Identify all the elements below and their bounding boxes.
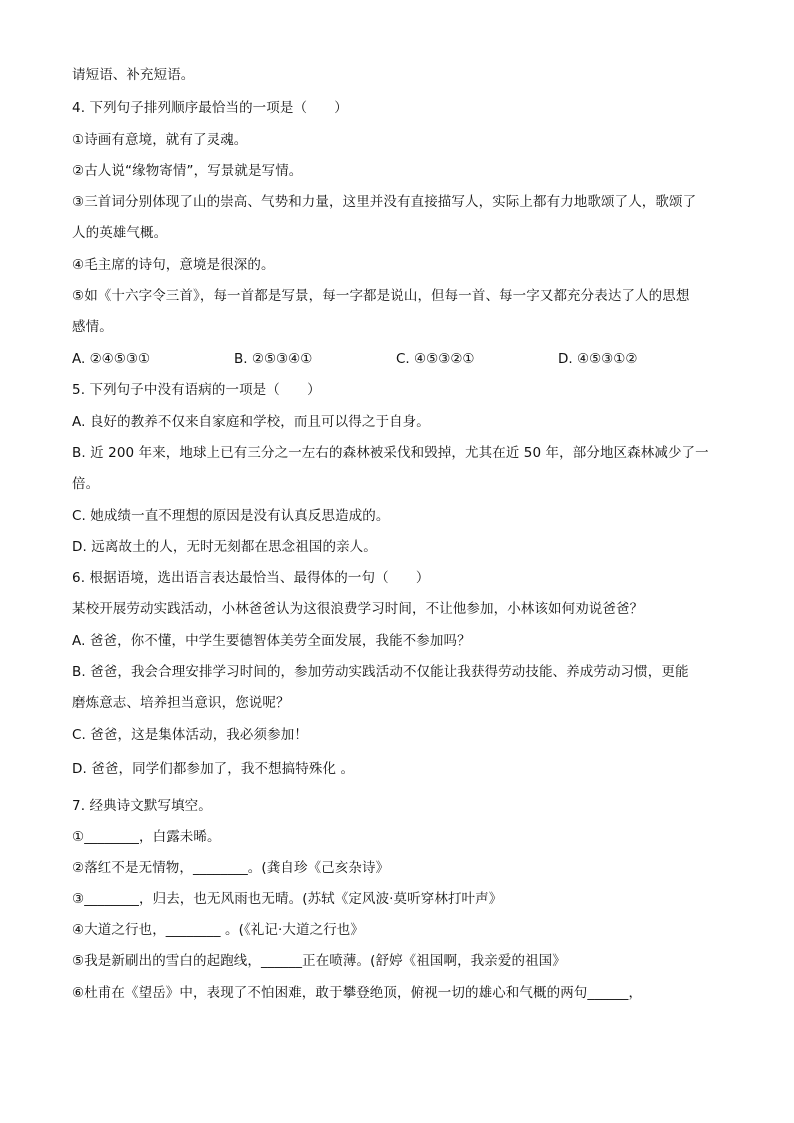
q5-option-c: C. 她成绩一直不理想的原因是没有认真反思造成的。 bbox=[72, 508, 390, 524]
q6-option-a: A. 爸爸，你不懂，中学生要德智体美劳全面发展，我能不参加吗？ bbox=[72, 633, 471, 649]
q4-option-c: C. ④⑤③②① bbox=[396, 351, 475, 367]
q6-stem: 6. 根据语境，选出语言表达最恰当、最得体的一句（ ） bbox=[72, 570, 430, 586]
q4-stem: 4. 下列句子排列顺序最恰当的一项是（ ） bbox=[72, 100, 348, 116]
q5-stem: 5. 下列句子中没有语病的一项是（ ） bbox=[72, 382, 321, 398]
q5-option-b-line-2: 倍。 bbox=[72, 476, 100, 492]
q7-line-1: ①________，白露未晞。 bbox=[72, 829, 221, 845]
q4-sentence-3-line-2: 人的英雄气概。 bbox=[72, 225, 168, 241]
q7-line-3: ③________，归去，也无风雨也无晴。(苏轼《定风波·莫听穿林打叶声》 bbox=[72, 891, 503, 907]
q6-option-b-line-1: B. 爸爸，我会合理安排学习时间的，参加劳动实践活动不仅能让我获得劳动技能、养成劳动习惯，更能 bbox=[72, 664, 689, 680]
q7-stem: 7. 经典诗文默写填空。 bbox=[72, 798, 212, 814]
q5-option-d: D. 远离故土的人，无时无刻都在思念祖国的亲人。 bbox=[72, 539, 377, 555]
q7-line-4: ④大道之行也，________ 。(《礼记·大道之行也》 bbox=[72, 922, 365, 938]
q6-option-c: C. 爸爸，这是集体活动，我必须参加！ bbox=[72, 727, 308, 743]
q7-line-6: ⑥杜甫在《望岳》中，表现了不怕困难，敢于攀登绝顶，俯视一切的雄心和气概的两句______， bbox=[72, 985, 643, 1001]
q4-sentence-5-line-2: 感情。 bbox=[72, 319, 113, 335]
q4-sentence-1: ①诗画有意境，就有了灵魂。 bbox=[72, 132, 248, 148]
q4-sentence-4: ④毛主席的诗句，意境是很深的。 bbox=[72, 257, 275, 273]
q6-option-d: D. 爸爸，同学们都参加了，我不想搞特殊化 。 bbox=[72, 761, 355, 777]
q7-line-5: ⑤我是新刷出的雪白的起跑线，______正在喷薄。(舒婷《祖国啊，我亲爱的祖国》 bbox=[72, 953, 566, 969]
q5-option-b-line-1: B. 近 200 年来，地球上已有三分之一左右的森林被采伐和毁掉，尤其在近 50 年，部分地区森林减少了一 bbox=[72, 445, 709, 461]
q4-sentence-2: ②古人说“缘物寄情”，写景就是写情。 bbox=[72, 163, 303, 179]
q4-option-d: D. ④⑤③①② bbox=[558, 351, 638, 367]
q4-sentence-5-line-1: ⑤如《十六字令三首》，每一首都是写景，每一字都是说山，但每一首、每一字又都充分表达了人的思想 bbox=[72, 288, 690, 304]
q6-context: 某校开展劳动实践活动，小林爸爸认为这很浪费学习时间，不让他参加，小林该如何劝说爸爸？ bbox=[72, 601, 644, 617]
q5-option-a: A. 良好的教养不仅来自家庭和学校，而且可以得之于自身。 bbox=[72, 414, 430, 430]
q4-option-b: B. ②⑤③④① bbox=[234, 351, 313, 367]
q7-line-2: ②落红不是无情物，________。(龚自珍《己亥杂诗》 bbox=[72, 860, 390, 876]
q4-sentence-3-line-1: ③三首词分别体现了山的崇高、气势和力量，这里并没有直接描写人，实际上都有力地歌颂了人，歌颂了 bbox=[72, 194, 697, 210]
q3-tail-text: 请短语、补充短语。 bbox=[72, 67, 195, 83]
q4-option-a: A. ②④⑤③① bbox=[72, 351, 151, 367]
q6-option-b-line-2: 磨炼意志、培养担当意识，您说呢？ bbox=[72, 695, 290, 711]
